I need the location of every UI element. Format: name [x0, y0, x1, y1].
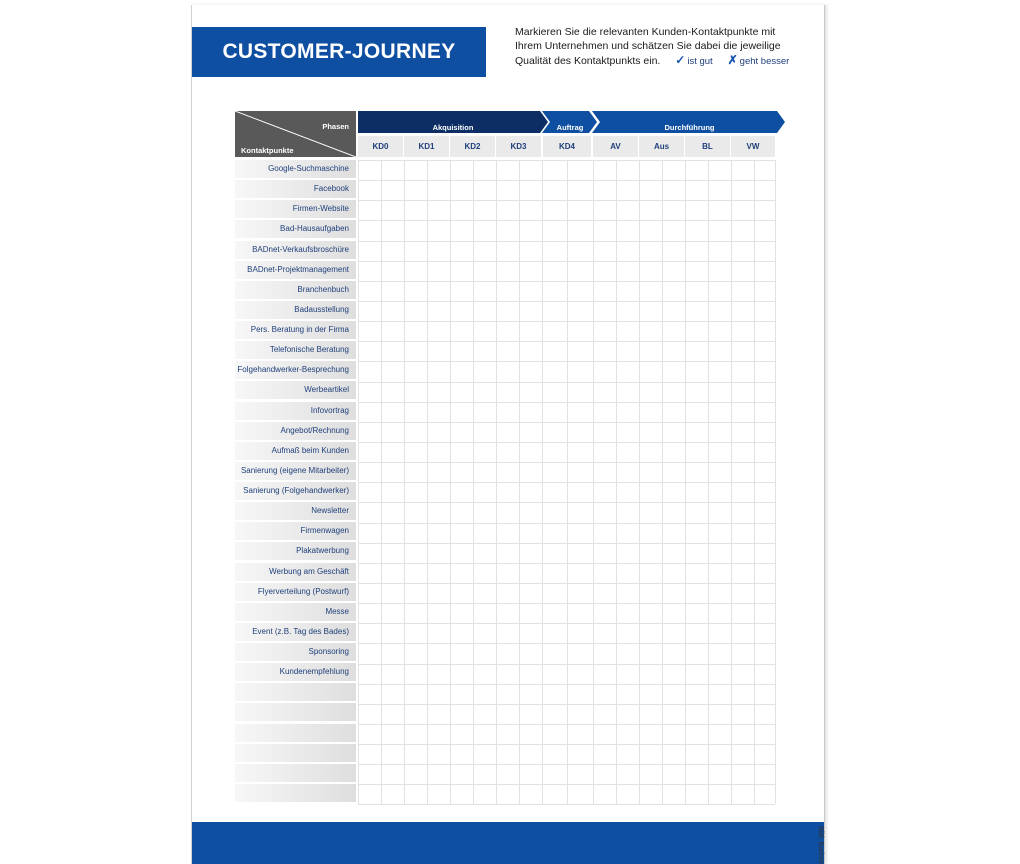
contact-point-row: Sponsoring — [235, 643, 356, 661]
contact-point-row — [235, 764, 356, 782]
contact-point-row — [235, 703, 356, 721]
contact-point-row: Folgehandwerker-Besprechung — [235, 361, 356, 379]
contact-point-row: Event (z.B. Tag des Bades) — [235, 623, 356, 641]
col-kd1: KD1 — [404, 136, 449, 157]
contact-point-row: Sanierung (eigene Mitarbeiter) — [235, 462, 356, 480]
legend-good-label: ist gut — [687, 56, 713, 67]
contact-point-row: Plakatwerbung — [235, 542, 356, 560]
contact-point-row: Telefonische Beratung — [235, 341, 356, 359]
contact-point-row — [235, 744, 356, 762]
page-title: CUSTOMER-JOURNEY — [222, 40, 456, 63]
contact-point-row: Facebook — [235, 180, 356, 198]
contact-point-row: Pers. Beratung in der Firma — [235, 321, 356, 339]
contact-point-row: Infovortrag — [235, 402, 356, 420]
legend-better-label: geht besser — [739, 56, 790, 67]
instructions — [515, 25, 795, 69]
col-bl: BL — [685, 136, 730, 157]
contact-point-row: Angebot/Rechnung — [235, 422, 356, 440]
phase-auftrag: Auftrag — [556, 123, 584, 132]
corner-kontaktpunkte-label: Kontaktpunkte — [241, 146, 294, 155]
col-av: AV — [593, 136, 638, 157]
title-banner — [192, 27, 486, 77]
contact-point-row: Badausstellung — [235, 301, 356, 319]
col-vw: VW — [731, 136, 775, 157]
contact-point-row: Werbeartikel — [235, 381, 356, 399]
check-icon: ✓ — [675, 53, 686, 67]
contact-point-row — [235, 784, 356, 802]
footer-bar — [192, 822, 824, 864]
contact-point-row: Flyerverteilung (Postwurf) — [235, 583, 356, 601]
contact-point-row: Werbung am Geschäft — [235, 563, 356, 581]
col-kd3: KD3 — [496, 136, 541, 157]
cross-icon: ✗ — [727, 53, 738, 67]
legend-good — [675, 53, 713, 67]
contact-point-row: Messe — [235, 603, 356, 621]
contact-point-row: Bad-Hausaufgaben — [235, 220, 356, 238]
legend-better — [727, 53, 790, 67]
col-kd2: KD2 — [450, 136, 495, 157]
phase-akquisition: Akquisition — [432, 123, 474, 132]
phase-durchfuehrung: Durchführung — [664, 123, 715, 132]
col-kd0: KD0 — [358, 136, 403, 157]
contact-point-row: Firmen-Website — [235, 200, 356, 218]
phase-header — [358, 111, 788, 133]
contact-point-row: BADnet-Projektmanagement — [235, 261, 356, 279]
contact-point-row: Newsletter — [235, 502, 356, 520]
contact-point-list — [235, 160, 356, 804]
contact-point-row: Google-Suchmaschine — [235, 160, 356, 178]
corner-header — [235, 111, 356, 157]
rating-grid — [358, 160, 778, 806]
image-credit: Bild: Badnet — [817, 826, 824, 864]
col-kd4: KD4 — [543, 136, 591, 157]
contact-point-row — [235, 683, 356, 701]
contact-point-row: Sanierung (Folgehandwerker) — [235, 482, 356, 500]
contact-point-row: Kundenempfehlung — [235, 663, 356, 681]
document-sheet — [191, 5, 825, 864]
contact-point-row: Aufmaß beim Kunden — [235, 442, 356, 460]
instructions-text: Markieren Sie die relevanten Kunden-Kontaktpunkte mit Ihrem Unternehmen und schätzen Sie dabei die jeweilige Qualität des Kontaktpunkts ein. — [515, 26, 781, 67]
corner-phasen-label: Phasen — [322, 122, 349, 131]
col-aus: Aus — [639, 136, 684, 157]
contact-point-row: Firmenwagen — [235, 522, 356, 540]
contact-point-row: BADnet-Verkaufsbroschüre — [235, 241, 356, 259]
contact-point-row — [235, 724, 356, 742]
contact-point-row: Branchenbuch — [235, 281, 356, 299]
